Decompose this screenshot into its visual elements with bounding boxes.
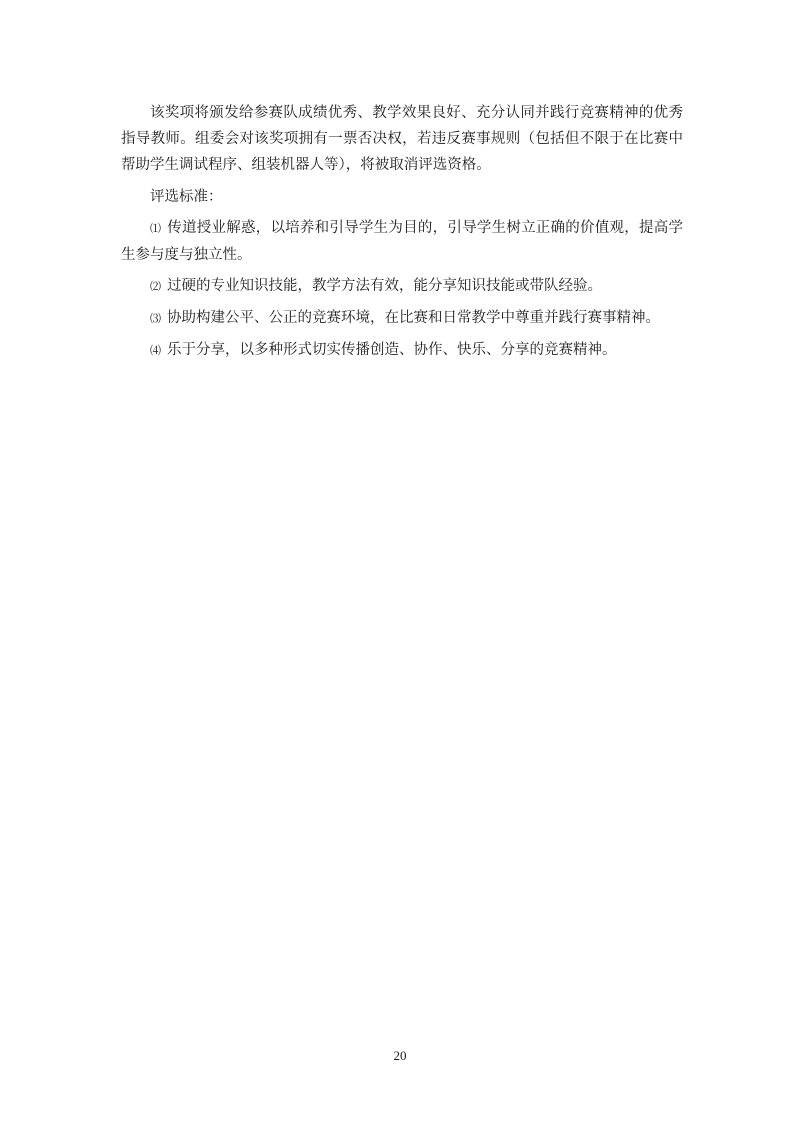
criteria-item-number: ⑴ (150, 222, 161, 235)
criteria-item (121, 215, 683, 268)
criteria-item-text: 过硬的专业知识技能，教学方法有效，能分享知识技能或带队经验。 (167, 278, 602, 294)
criteria-item-text: 协助构建公平、公正的竞赛环境，在比赛和日常教学中尊重并践行赛事精神。 (167, 310, 660, 326)
criteria-item (121, 305, 683, 332)
intro-paragraph: 该奖项将颁发给参赛队成绩优秀、教学效果良好、充分认同并践行竞赛精神的优秀指导教师。组委会对该奖项拥有一票否决权，若违反赛事规则（包括但不限于在比赛中帮助学生调试程序、组装机器人等），将被取消评选资格。 (121, 105, 683, 173)
criteria-item-text: 传道授业解惑，以培养和引导学生为目的，引导学生树立正确的价值观，提高学生参与度与独立性。 (121, 220, 683, 263)
criteria-item (121, 273, 683, 300)
criteria-item-text: 乐于分享，以多种形式切实传播创造、协作、快乐、分享的竞赛精神。 (167, 342, 617, 358)
criteria-item (121, 337, 683, 364)
criteria-item-number: ⑵ (150, 280, 161, 293)
page-number: 20 (393, 1048, 407, 1063)
criteria-heading: 评选标准： (150, 189, 223, 205)
criteria-item-number: ⑶ (150, 312, 161, 325)
page-content (121, 100, 683, 369)
criteria-item-number: ⑷ (150, 344, 161, 357)
